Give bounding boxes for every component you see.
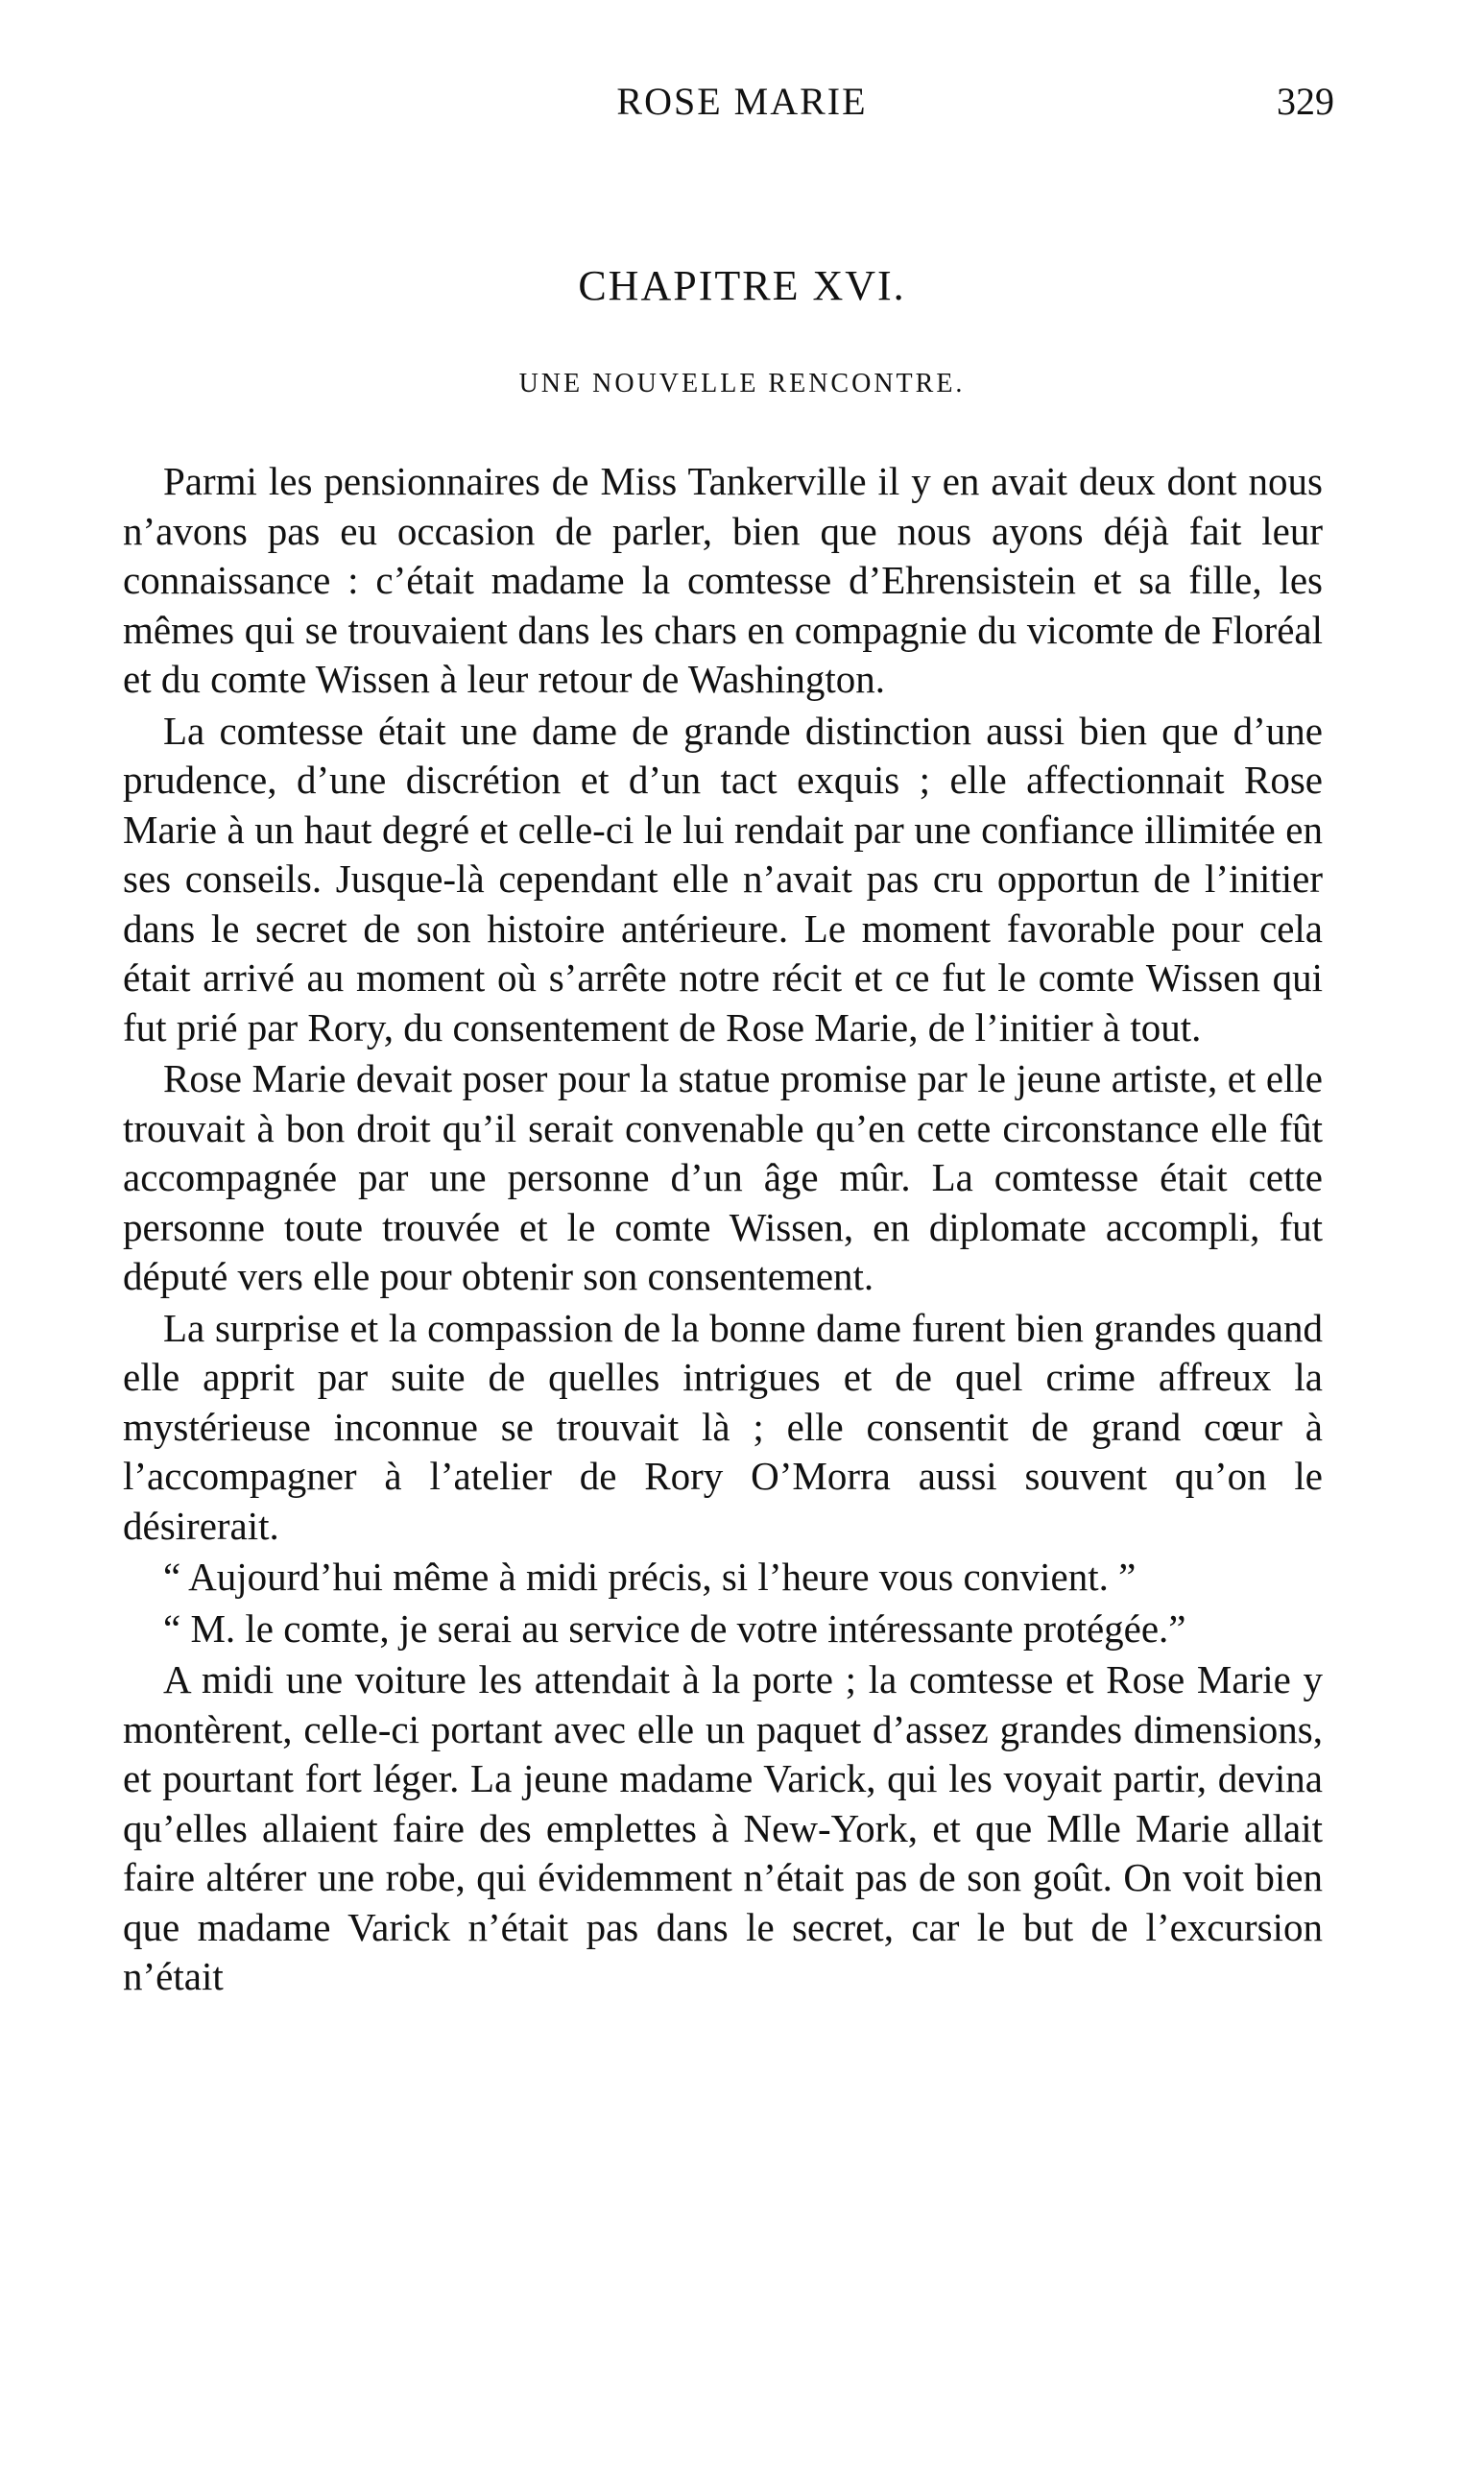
- chapter-subtitle: UNE NOUVELLE RENCONTRE.: [518, 369, 966, 398]
- chapter-title: CHAPITRE XVI.: [578, 262, 906, 309]
- running-head: [0, 79, 1484, 136]
- page-number: 329: [1277, 80, 1334, 123]
- paragraph-4: La surprise et la compassion de la bonne dame furent bien grandes quand elle apprit par suite de quelles intrigues et de quel crime affreux la mystérieuse inconnue se trouvait là ; elle consentit de grand cœur à l’accompagner à l’atelier de Rory O’Morra aussi souvent qu’on le désirerait.: [123, 1305, 1323, 1548]
- paragraph-7: A midi une voiture les attendait à la porte ; la comtesse et Rose Marie y montèrent, celle-ci portant avec elle un paquet d’assez grandes dimensions, et pourtant fort léger. La jeune madame Varick, qui les voyait partir, devina qu’elles allaient faire des emplettes à New-York, et que Mlle Marie allait faire altérer une robe, qui évidemment n’était pas de son goût. On voit bien que madame Varick n’était pas dans le secret, car le but de l’excursion n’était: [123, 1657, 1323, 1998]
- paragraph-5: “ Aujourd’hui même à midi précis, si l’heure vous convient. ”: [163, 1555, 1137, 1599]
- chapter-text: [123, 457, 1323, 2002]
- paragraph-6: “ M. le comte, je serai au service de votre intéressante protégée.”: [163, 1605, 1186, 1651]
- paragraph-2: La comtesse était une dame de grande distinction aussi bien que d’une prudence, d’une discrétion et d’un tact exquis ; elle affectionnait Rose Marie à un haut degré et celle-ci le lui rendait par une confiance illimitée en ses conseils. Jusque-là cependant elle n’avait pas cru opportun de l’initier dans le secret de son histoire antérieure. Le moment favorable pour cela était arrivé au moment où s’arrête notre récit et ce fut le comte Wissen qui fut prié par Rory, du consentement de Rose Marie, de l’initier à tout.: [123, 708, 1323, 1049]
- paragraph-1: Parmi les pensionnaires de Miss Tankerville il y en avait deux dont nous n’avons pas eu occasion de parler, bien que nous ayons déjà fait leur connaissance : c’était madame la comtesse d’Ehrensistein et sa fille, les mêmes qui se trouvaient dans les chars en compagnie du vicomte de Floréal et du comte Wissen à leur retour de Washington.: [123, 459, 1323, 701]
- running-title: ROSE MARIE: [616, 80, 868, 123]
- paragraph-3: Rose Marie devait poser pour la statue promise par le jeune artiste, et elle trouvait à bon droit qu’il serait convenable qu’en cette circonstance elle fût accompagnée par une personne d’un âge mûr. La comtesse était cette personne toute trouvée et le comte Wissen, en diplomate accompli, fut député vers elle pour obtenir son consentement.: [123, 1056, 1323, 1298]
